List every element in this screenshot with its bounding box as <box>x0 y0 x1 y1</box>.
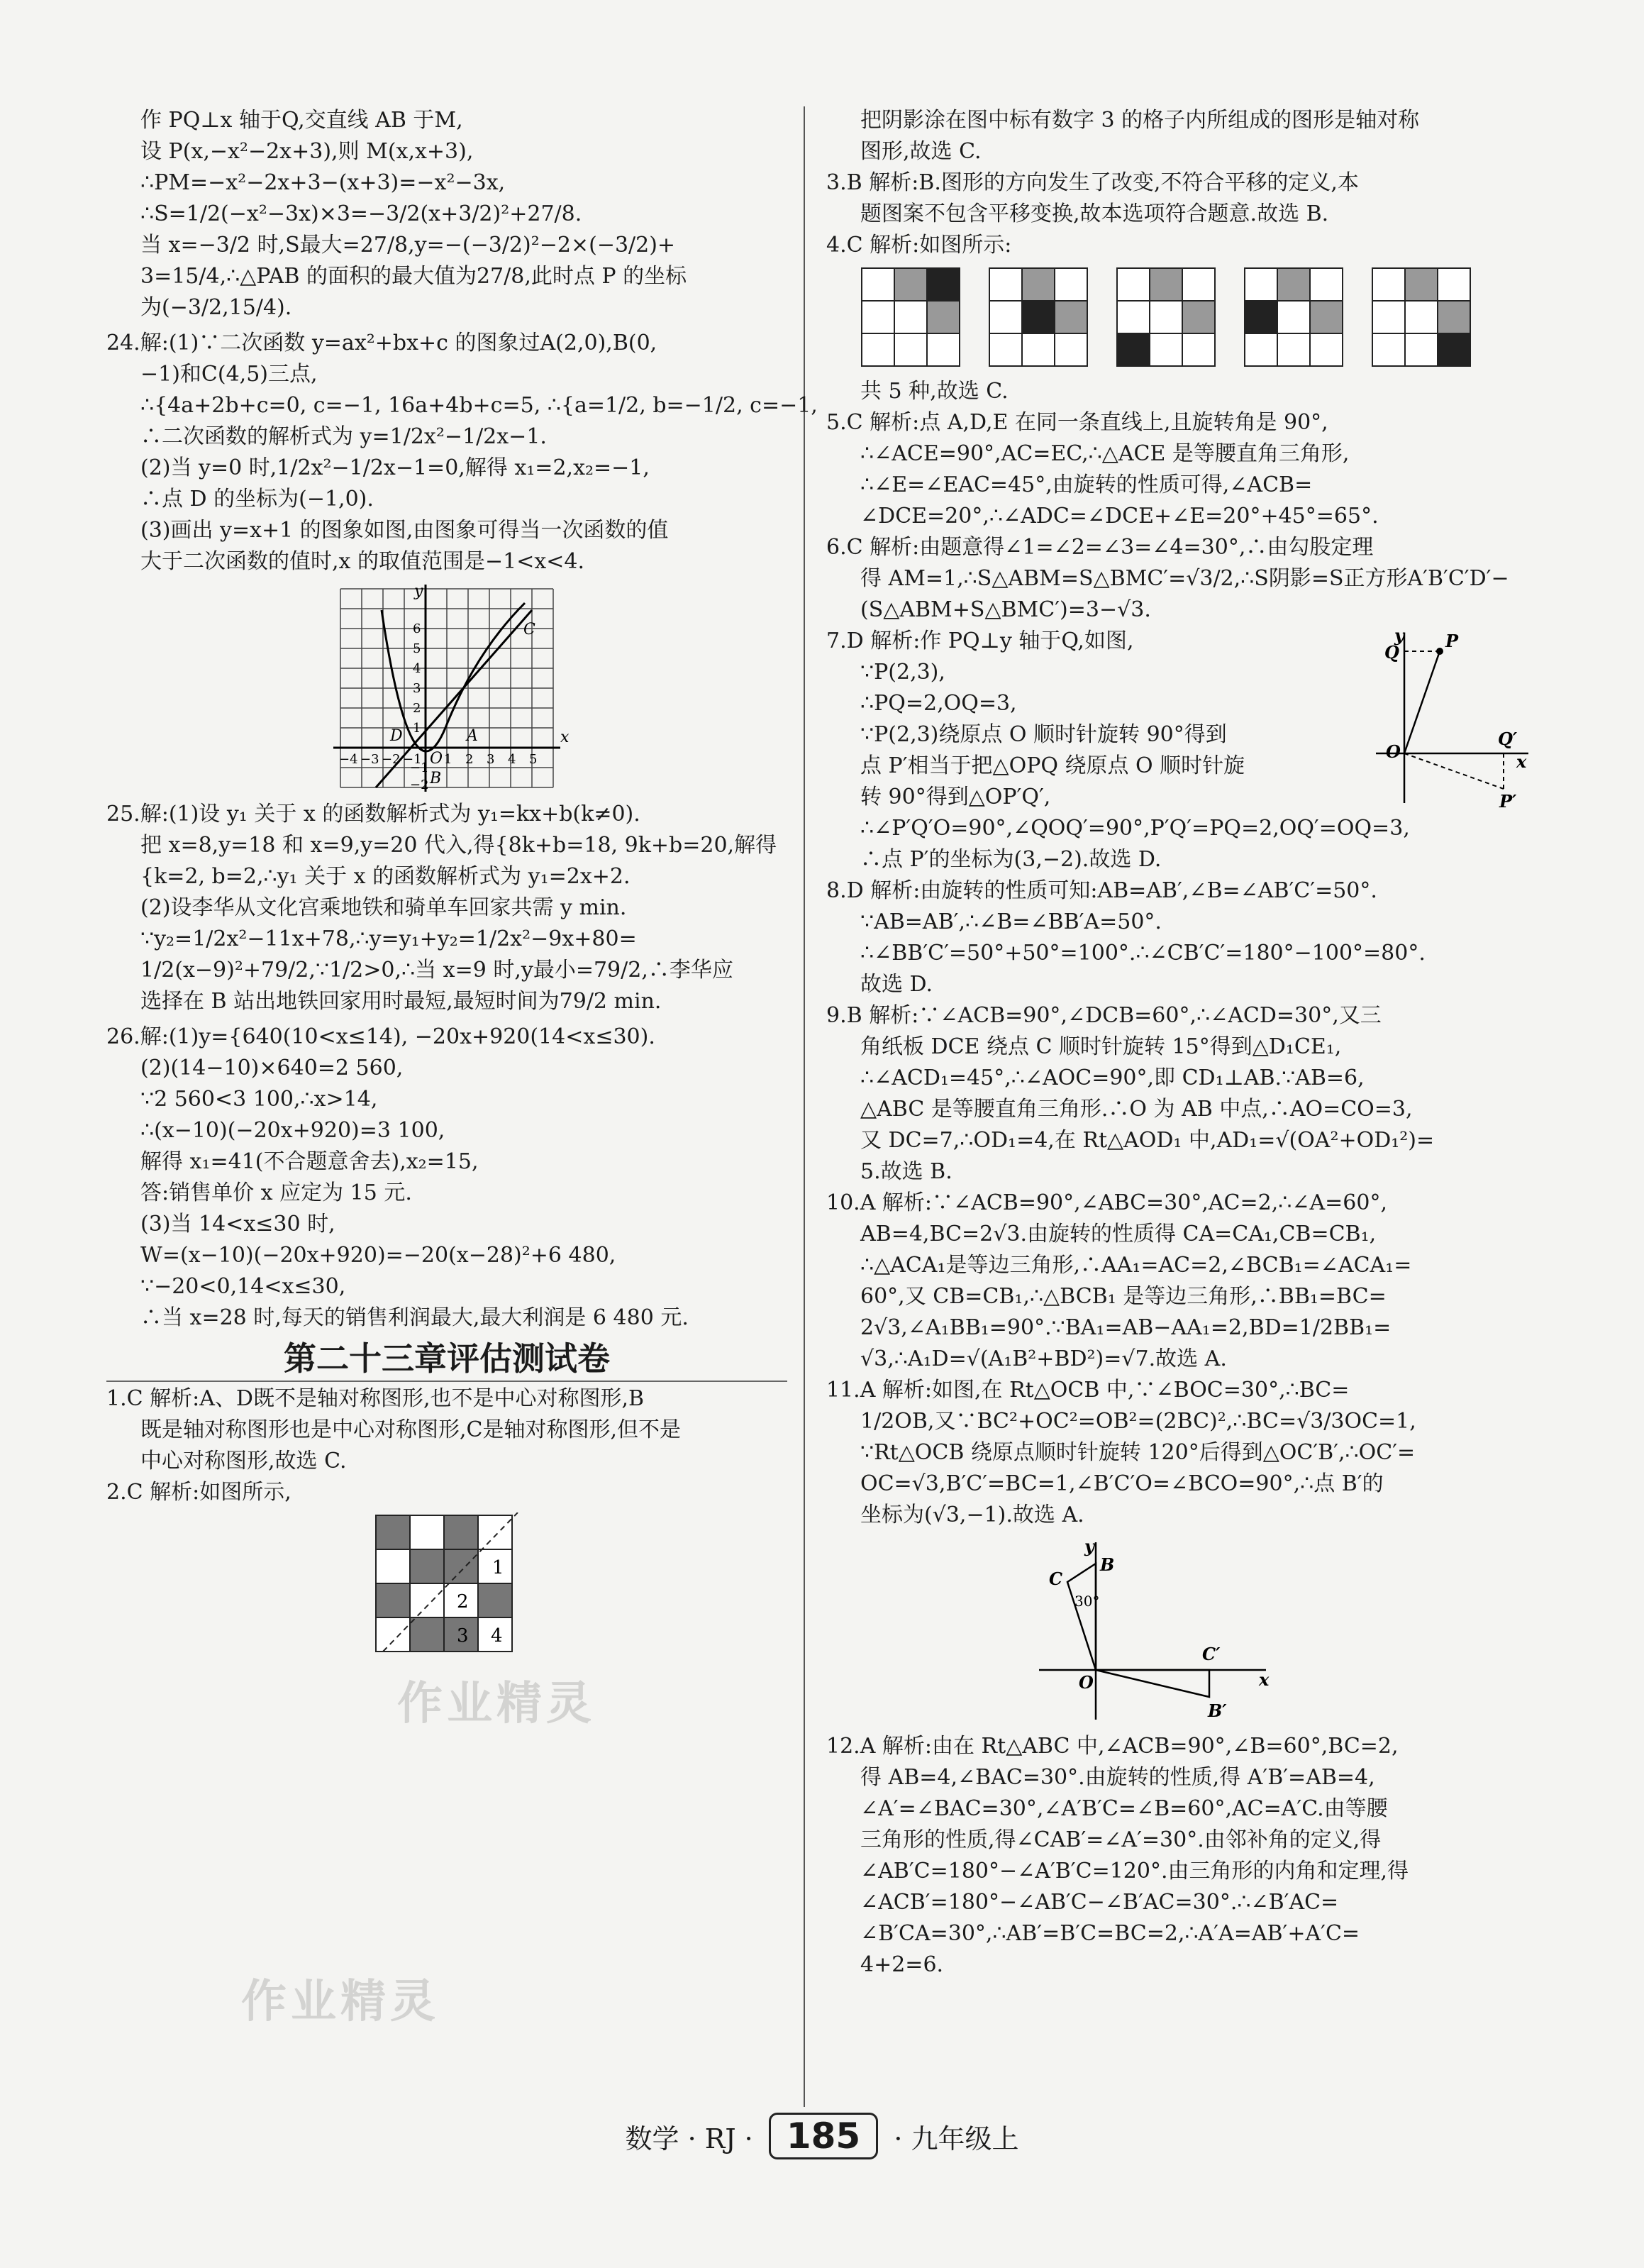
answer-2-tail <box>826 105 1539 167</box>
x-tick: 4 <box>508 752 516 767</box>
text-line: ∵AB=AB′,∴∠B=∠BB′A=50°. <box>860 909 1162 934</box>
text-line: 图形,故选 C. <box>860 139 982 164</box>
grid-option-2 <box>989 268 1087 366</box>
watermark: 作业精灵 <box>397 1677 596 1730</box>
page-number: 185 <box>769 2113 878 2159</box>
answer-23-tail <box>106 105 787 323</box>
text-line: ∴当 x=28 时,每天的销售利润最大,最大利润是 6 480 元. <box>140 1305 689 1330</box>
x-tick: −2 <box>382 752 401 767</box>
left-column <box>106 105 818 1659</box>
text-line: ∠B′CA=30°,∴AB′=B′C=BC=2,∴A′A=AB′+A′C= <box>860 1921 1360 1946</box>
text-line: 角纸板 DCE 绕点 C 顺时针旋转 15°得到△D₁CE₁, <box>860 1034 1342 1059</box>
text-line: 当 x=−3/2 时,S最大=27/8,y=−(−3/2)²−2×(−3/2)+ <box>140 233 676 258</box>
text-line: OC=√3,B′C′=BC=1,∠B′C′O=∠BCO=90°,∴点 B′的 <box>860 1471 1384 1496</box>
text-line: 5.C 解析:点 A,D,E 在同一条直线上,且旋转角是 90°, <box>826 410 1328 435</box>
text-line: 60°,又 CB=CB₁,∴△BCB₁ 是等边三角形,∴BB₁=BC= <box>860 1284 1387 1309</box>
fig7-label: O <box>1386 741 1401 762</box>
y-tick: 6 <box>413 621 421 636</box>
text-line: 7.D 解析:作 PQ⊥y 轴于Q,如图, <box>826 629 1134 653</box>
grid-option-3 <box>1117 268 1215 366</box>
x-axis-label: x <box>560 729 570 746</box>
x-tick: 3 <box>487 752 495 767</box>
text-line: 得 AM=1,∴S△ABM=S△BMC′=√3/2,∴S阴影=S正方形A′B′C′D′− <box>860 566 1509 591</box>
text-line: (3)画出 y=x+1 的图象如图,由图象可得当一次函数的值 <box>140 518 669 543</box>
text-line: AB=4,BC=2√3.由旋转的性质得 CA=CA₁,CB=CB₁, <box>860 1222 1377 1246</box>
fig11-label: y <box>1084 1536 1094 1556</box>
text-line: W=(x−10)(−20x+920)=−20(x−28)²+6 480, <box>140 1243 616 1268</box>
text-line: 4+2=6. <box>860 1952 944 1977</box>
text-line: 答:销售单价 x 应定为 15 元. <box>140 1180 412 1205</box>
answer-11 <box>826 1375 1539 1531</box>
origin-label: O <box>430 750 443 768</box>
text-line: 中心对称图形,故选 C. <box>140 1449 347 1473</box>
segment-op <box>1404 651 1440 753</box>
triangle-ocb <box>1067 1564 1096 1670</box>
fig7-label: Q <box>1384 642 1399 663</box>
right-column <box>826 105 1539 1981</box>
answer-3 <box>826 167 1539 230</box>
y-tick: 5 <box>413 641 421 656</box>
text-line: (S△ABM+S△BMC′)=3−√3. <box>860 597 1151 622</box>
text-line: 1.C 解析:A、D既不是轴对称图形,也不是中心对称图形,B <box>106 1386 645 1411</box>
grid-number: 2 <box>457 1591 469 1613</box>
x-tick: 1 <box>444 752 452 767</box>
text-line: ∵−20<0,14<x≤30, <box>140 1274 346 1299</box>
segment-op-prime <box>1404 753 1504 789</box>
chapter-title: 第二十三章评估测试卷 <box>106 1337 787 1382</box>
y-tick: 2 <box>413 701 421 716</box>
answer-9 <box>826 1000 1539 1188</box>
answer-4 <box>826 230 1539 407</box>
text-line: ∠DCE=20°,∴∠ADC=∠DCE+∠E=20°+45°=65°. <box>860 504 1379 529</box>
text-line: ∴∠E=∠EAC=45°,由旋转的性质可得,∠ACB= <box>860 472 1313 497</box>
text-line: 24.解:(1)∵二次函数 y=ax²+bx+c 的图象过A(2,0),B(0, <box>106 331 657 355</box>
answer-12 <box>826 1731 1539 1981</box>
fig11-label: B′ <box>1208 1700 1227 1721</box>
text-line: ∴S=1/2(−x²−3x)×3=−3/2(x+3/2)²+27/8. <box>140 201 582 226</box>
answer-5 <box>826 407 1539 532</box>
answer-7 <box>826 626 1539 875</box>
text-line: 作 PQ⊥x 轴于Q,交直线 AB 于M, <box>140 108 463 133</box>
text-line: ∴PQ=2,OQ=3, <box>860 691 1017 716</box>
fig7-label: P <box>1445 631 1459 651</box>
fig7-label: x <box>1516 751 1527 772</box>
text-line: 1/2OB,又∵BC²+OC²=OB²=(2BC)²,∴BC=√3/3OC=1, <box>860 1409 1416 1434</box>
answer-24 <box>106 328 818 577</box>
text-line: 设 P(x,−x²−2x+3),则 M(x,x+3), <box>140 139 474 164</box>
text-line: △ABC 是等腰直角三角形.∴O 为 AB 中点,∴AO=CO=3, <box>860 1097 1413 1122</box>
y-tick: −2 <box>410 778 429 792</box>
text-line: 9.B 解析:∵∠ACB=90°,∠DCB=60°,∴∠ACD=30°,又三 <box>826 1003 1382 1028</box>
text-line: ∴二次函数的解析式为 y=1/2x²−1/2x−1. <box>140 424 547 449</box>
text-line: (2)当 y=0 时,1/2x²−1/2x−1=0,解得 x₁=2,x₂=−1, <box>140 455 650 480</box>
text-line: 5.故选 B. <box>860 1159 952 1184</box>
answer-1 <box>106 1383 787 1477</box>
answer-6 <box>826 532 1539 626</box>
text-line: ∴点 D 的坐标为(−1,0). <box>140 487 374 511</box>
text-line: 8.D 解析:由旋转的性质可知:AB=AB′,∠B=∠AB′C′=50°. <box>826 878 1377 903</box>
text-line: ∴∠BB′C′=50°+50°=100°.∴∠CB′C′=180°−100°=80°. <box>860 941 1426 966</box>
parabola-curve <box>382 603 525 751</box>
triangle-oc-prime-b-prime <box>1096 1670 1209 1697</box>
text-line: 把 x=8,y=18 和 x=9,y=20 代入,得{8k+b=18, 9k+b=20,解得 <box>140 833 777 858</box>
fig11-label: C <box>1049 1569 1063 1589</box>
text-line: −1)和C(4,5)三点, <box>140 362 318 387</box>
text-line: ∴点 P′的坐标为(3,−2).故选 D. <box>860 847 1162 872</box>
symmetry-grid-figure <box>106 1512 787 1654</box>
x-tick: 5 <box>529 752 538 767</box>
text-line: ∴∠P′Q′O=90°,∠QOQ′=90°,P′Q′=PQ=2,OQ′=OQ=3, <box>860 816 1410 841</box>
text-line: 大于二次函数的值时,x 的取值范围是−1<x<4. <box>140 549 585 574</box>
text-line: ∴∠ACD₁=45°,∴∠AOC=90°,即 CD₁⊥AB.∵AB=6, <box>860 1066 1365 1090</box>
text-line: ∴△ACA₁是等边三角形,∴AA₁=AC=2,∠BCB₁=∠ACA₁= <box>860 1253 1412 1278</box>
text-line: 11.A 解析:如图,在 Rt△OCB 中,∵∠BOC=30°,∴BC= <box>826 1378 1350 1403</box>
text-line: 故选 D. <box>860 972 933 997</box>
grid-option-1 <box>862 268 960 366</box>
fig7-label: y <box>1394 626 1404 646</box>
text-line: 6.C 解析:由题意得∠1=∠2=∠3=∠4=30°,∴由勾股定理 <box>826 535 1374 560</box>
text-line: (2)设李华从文化宫乘地铁和骑单车回家共需 y min. <box>140 895 627 920</box>
grid-option-5 <box>1372 268 1470 366</box>
y-tick: 1 <box>413 721 421 736</box>
text-line: ∴PM=−x²−2x+3−(x+3)=−x²−3x, <box>140 170 506 195</box>
point-label-c: C <box>523 621 535 638</box>
text-line: 既是轴对称图形也是中心对称图形,C是轴对称图形,但不是 <box>140 1417 682 1442</box>
x-tick: −4 <box>339 752 358 767</box>
text-line: ∠AB′C=180°−∠A′B′C=120°.由三角形的内角和定理,得 <box>860 1859 1409 1883</box>
x-tick: 2 <box>465 752 474 767</box>
text-line: √3,∴A₁D=√(A₁B²+BD²)=√7.故选 A. <box>860 1346 1227 1371</box>
text-line: 转 90°得到△OP′Q′, <box>860 785 1051 809</box>
text-line: ∵P(2,3)绕原点 O 顺时针旋转 90°得到 <box>860 722 1227 747</box>
text-line: (3)当 14<x≤30 时, <box>140 1212 335 1237</box>
five-grid-figures <box>826 265 1535 372</box>
text-line: ∴(x−10)(−20x+920)=3 100, <box>140 1118 445 1143</box>
y-axis-label: y <box>414 582 423 600</box>
text-line: 1/2(x−9)²+79/2,∵1/2>0,∴当 x=9 时,y最小=79/2,∴李华应 <box>140 958 733 983</box>
text-line: 又 DC=7,∴OD₁=4,在 Rt△AOD₁ 中,AD₁=√(OA²+OD₁²)= <box>860 1128 1435 1153</box>
fig11-label: B <box>1100 1554 1115 1575</box>
text-line: ∠ACB′=180°−∠AB′C−∠B′AC=30°.∴∠B′AC= <box>860 1890 1339 1915</box>
watermark: 作业精灵 <box>241 1975 440 2028</box>
text-line: {k=2, b=2,∴y₁ 关于 x 的函数解析式为 y₁=2x+2. <box>140 864 631 889</box>
text-line: 3.B 解析:B.图形的方向发生了改变,不符合平移的定义,本 <box>826 170 1359 195</box>
fig11-label: C′ <box>1202 1644 1221 1664</box>
answer-26 <box>106 1022 787 1334</box>
footer-subject: 数学 · RJ · <box>625 2123 753 2154</box>
point-label-a: A <box>467 727 478 745</box>
text-line: 坐标为(√3,−1).故选 A. <box>860 1503 1084 1527</box>
grid-option-4 <box>1245 268 1343 366</box>
answer-10 <box>826 1188 1539 1375</box>
text-line: 题图案不包含平移变换,故本选项符合题意.故选 B. <box>860 201 1329 226</box>
point-p <box>1436 648 1443 655</box>
text-line: ∠A′=∠BAC=30°,∠A′B′C=∠B=60°,AC=A′C.由等腰 <box>860 1796 1388 1821</box>
text-line: ∴∠ACE=90°,AC=EC,∴△ACE 是等腰直角三角形, <box>860 441 1350 466</box>
text-line: 把阴影涂在图中标有数字 3 的格子内所组成的图形是轴对称 <box>860 108 1420 133</box>
text-line: 3=15/4,∴△PAB 的面积的最大值为27/8,此时点 P 的坐标 <box>140 264 687 289</box>
text-line: ∵P(2,3), <box>860 660 945 685</box>
text-line: ∵2 560<3 100,∴x>14, <box>140 1087 378 1112</box>
x-tick: −1 <box>403 752 422 767</box>
grid-number: 4 <box>491 1625 503 1647</box>
text-line: 三角形的性质,得∠CAB′=∠A′=30°.由邻补角的定义,得 <box>860 1827 1382 1852</box>
fig7-label: Q′ <box>1498 729 1518 749</box>
answer-2 <box>106 1477 787 1508</box>
grid-number: 1 <box>492 1557 504 1578</box>
text-line: ∵Rt△OCB 绕原点顺时针旋转 120°后得到△OC′B′,∴OC′= <box>860 1440 1416 1465</box>
text-line: 26.解:(1)y={640(10<x≤14), −20x+920(14<x≤30). <box>106 1024 655 1049</box>
point-label-d: D <box>390 727 403 745</box>
fig11-label: O <box>1079 1672 1094 1693</box>
text-line: ∴{4a+2b+c=0, c=−1, 16a+4b+c=5, ∴{a=1/2, b=−1/2, c=−1, <box>140 393 818 418</box>
text-line: 10.A 解析:∵∠ACB=90°,∠ABC=30°,AC=2,∴∠A=60°, <box>826 1190 1387 1215</box>
text-line: 选择在 B 站出地铁回家用时最短,最短时间为79/2 min. <box>140 989 662 1014</box>
y-tick: 4 <box>413 661 421 676</box>
fig7-label: P′ <box>1499 791 1517 810</box>
page-footer <box>0 2113 1644 2160</box>
text-line: 点 P′相当于把△OPQ 绕原点 O 顺时针旋 <box>860 753 1245 778</box>
text-line: 2√3,∠A₁BB₁=90°.∵BA₁=AB−AA₁=2,BD=1/2BB₁= <box>860 1315 1392 1340</box>
text-line: (2)(14−10)×640=2 560, <box>140 1056 404 1080</box>
text-line: 共 5 种,故选 C. <box>860 379 1009 404</box>
text-line: 4.C 解析:如图所示: <box>826 233 1012 258</box>
x-tick: −3 <box>360 752 379 767</box>
y-tick: −1 <box>410 760 429 775</box>
text-line: 25.解:(1)设 y₁ 关于 x 的函数解析式为 y₁=kx+b(k≠0). <box>106 802 640 826</box>
text-line: 12.A 解析:由在 Rt△ABC 中,∠ACB=90°,∠B=60°,BC=2, <box>826 1734 1399 1759</box>
answer-8 <box>826 875 1539 1000</box>
fig11-label: x <box>1259 1669 1270 1690</box>
rotation-figure-7 <box>1369 626 1532 810</box>
text-line: ∵y₂=1/2x²−11x+78,∴y=y₁+y₂=1/2x²−9x+80= <box>140 926 637 951</box>
text-line: 得 AB=4,∠BAC=30°.由旋转的性质,得 A′B′=AB=4, <box>860 1765 1375 1790</box>
point-label-b: B <box>430 770 442 787</box>
answer-25 <box>106 799 787 1017</box>
grid-number: 3 <box>457 1625 469 1647</box>
function-graph <box>106 582 787 795</box>
text-line: 2.C 解析:如图所示, <box>106 1480 291 1505</box>
text-line: 为(−3/2,15/4). <box>140 295 292 320</box>
y-tick: 3 <box>413 681 421 696</box>
fig11-angle-label: 30° <box>1074 1593 1100 1610</box>
rotation-figure-11 <box>826 1535 1535 1727</box>
text-line: 解得 x₁=41(不合题意舍去),x₂=15, <box>140 1149 479 1174</box>
footer-grade: · 九年级上 <box>894 2123 1019 2154</box>
